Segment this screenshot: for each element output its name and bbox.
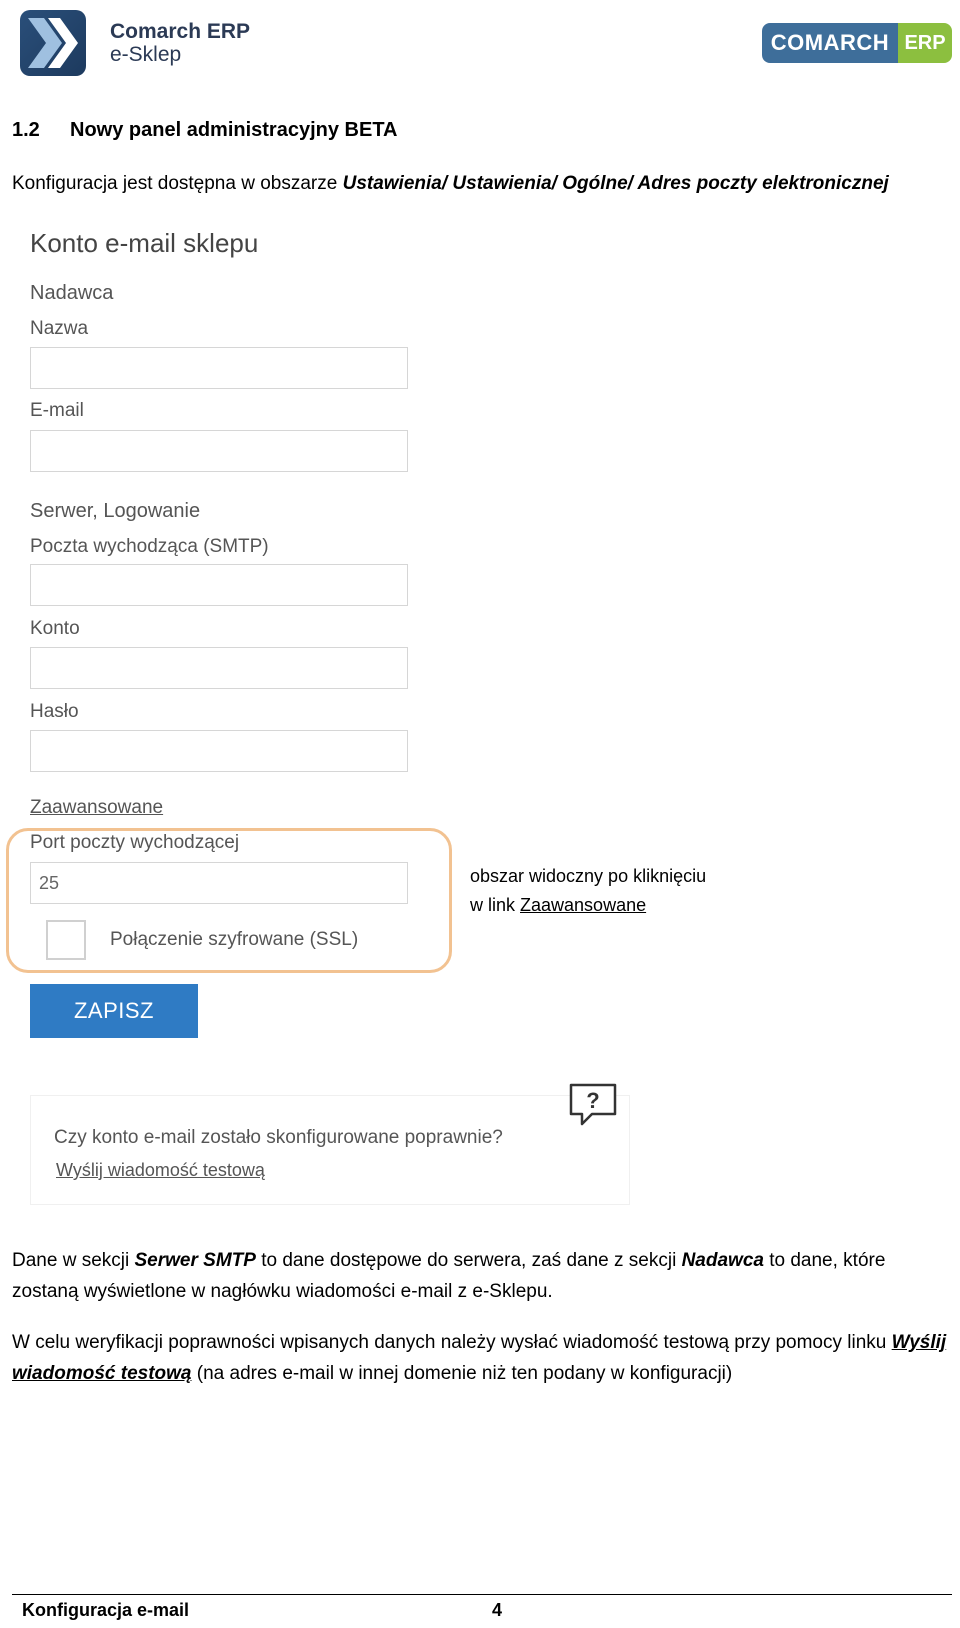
footer-title: Konfiguracja e-mail — [22, 1600, 190, 1620]
question-bubble-icon — [568, 1082, 618, 1128]
name-input[interactable] — [30, 347, 408, 389]
password-input[interactable] — [30, 730, 408, 772]
p2-a: W celu weryfikacji poprawności wpisanych danych należy wysłać wiadomość testową przy pomocy linku — [12, 1332, 892, 1353]
intro-text — [12, 173, 889, 195]
port-input[interactable]: 25 — [30, 862, 408, 904]
intro-prefix: Konfiguracja jest dostępna w obszarze — [12, 173, 343, 194]
paragraph-1 — [12, 1245, 952, 1307]
p1-c: to dane dostępowe do serwera, zaś dane z sekcji — [255, 1250, 682, 1271]
test-mail-question: Czy konto e-mail zostało skonfigurowane poprawnie? — [54, 1127, 503, 1148]
p1-smtp: Serwer SMTP — [134, 1250, 256, 1271]
intro-path: Ustawienia/ Ustawienia/ Ogólne/ Adres poczty elektronicznej — [342, 173, 889, 194]
smtp-label: Poczta wychodząca (SMTP) — [30, 536, 269, 557]
save-button[interactable]: ZAPISZ — [30, 984, 198, 1038]
p1-sender: Nadawca — [681, 1250, 764, 1271]
p2-link: Wyślij wiadomość testową — [12, 1332, 947, 1384]
email-input[interactable] — [30, 430, 408, 472]
annotation-line1: obszar widoczny po kliknięciu — [470, 866, 707, 886]
paragraph-2 — [12, 1327, 952, 1389]
help-glyph: ? — [586, 1088, 600, 1113]
brand-product: e-Sklep — [110, 43, 182, 66]
ssl-label: Połączenie szyfrowane (SSL) — [110, 929, 359, 950]
send-test-mail-link[interactable]: Wyślij wiadomość testową — [56, 1160, 265, 1180]
footer-divider — [12, 1594, 952, 1595]
form-title: Konto e-mail sklepu — [30, 228, 259, 258]
logo-comarch-text: COMARCH — [762, 23, 898, 63]
brand-name: Comarch ERP — [110, 20, 251, 43]
advanced-link[interactable]: Zaawansowane — [30, 797, 164, 818]
page-number: 4 — [492, 1600, 503, 1620]
logo-erp-text: ERP — [898, 23, 952, 63]
section-title: Nowy panel administracyjny BETA — [70, 119, 398, 141]
server-heading: Serwer, Logowanie — [30, 500, 201, 522]
name-label: Nazwa — [30, 318, 89, 339]
password-label: Hasło — [30, 701, 79, 722]
email-label: E-mail — [30, 400, 84, 421]
p1-e: to dane, które zostaną wyświetlone w nagłówku wiadomości e-mail z e-Sklepu. — [12, 1250, 886, 1302]
annotation-prefix: w link — [470, 895, 521, 915]
comarch-erp-logo — [762, 23, 952, 63]
port-label: Port poczty wychodzącej — [30, 832, 240, 853]
account-input[interactable] — [30, 647, 408, 689]
annotation-link-text: Zaawansowane — [520, 895, 647, 915]
annotation-line2 — [470, 895, 646, 916]
ssl-checkbox[interactable] — [46, 920, 86, 960]
smtp-input[interactable] — [30, 564, 408, 606]
comarch-logo-icon — [18, 8, 88, 78]
p1-a: Dane w sekcji — [12, 1250, 135, 1271]
test-mail-box — [30, 1095, 630, 1205]
p2-c: (na adres e-mail w innej domenie niż ten podany w konfiguracji) — [191, 1363, 733, 1384]
sender-heading: Nadawca — [30, 282, 114, 304]
section-number: 1.2 — [12, 119, 40, 141]
account-label: Konto — [30, 618, 80, 639]
